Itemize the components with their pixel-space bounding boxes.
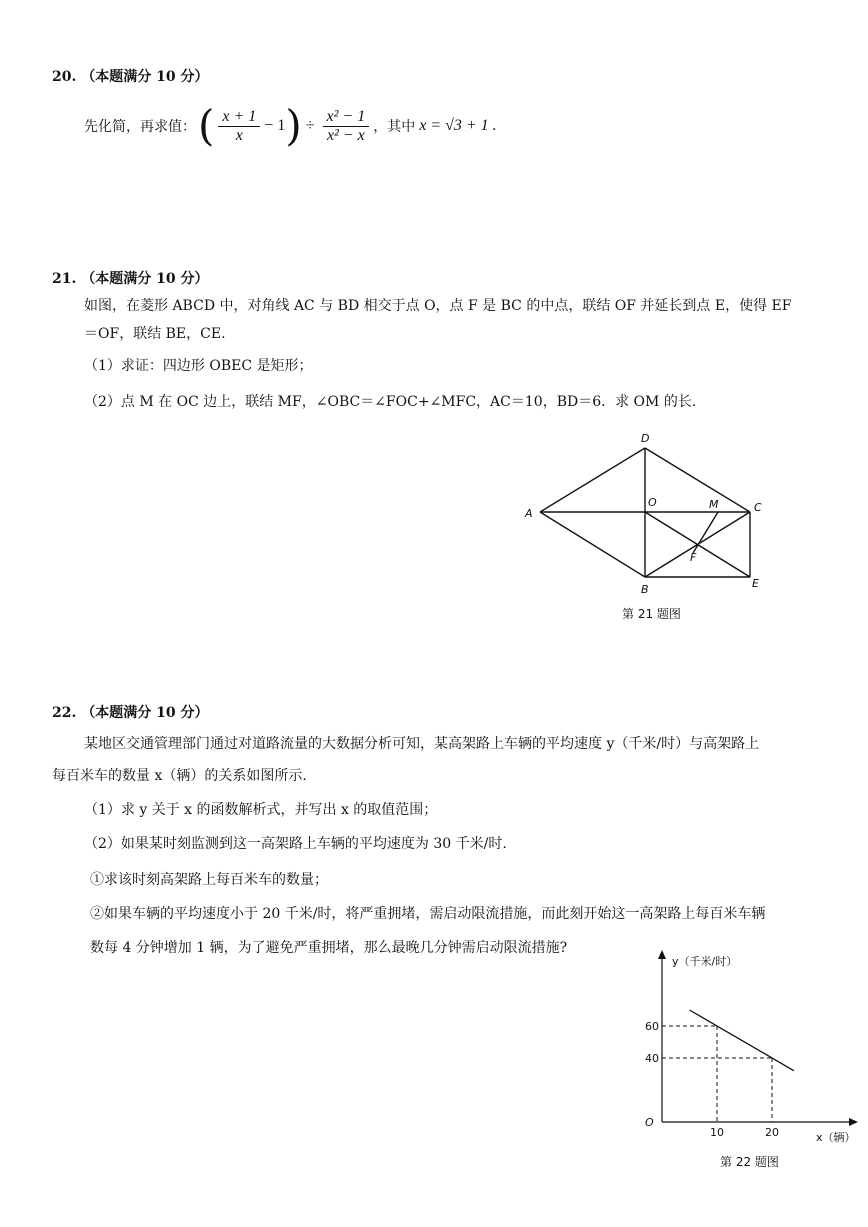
point-label-F: F xyxy=(690,551,697,564)
q21-text-line-2: ＝OF，联结 BE，CE. xyxy=(84,326,226,342)
fraction-2-denominator: x² − x xyxy=(326,126,365,144)
series-line xyxy=(690,1010,795,1071)
q22-number: 22. xyxy=(52,705,77,721)
condition-prefix: ，其中 xyxy=(373,119,416,135)
q22-figure-caption: 第 22 题图 xyxy=(720,1155,779,1169)
y-tick-label: 40 xyxy=(645,1052,659,1065)
q21-part-2: （2）点 M 在 OC 边上，联结 MF，∠OBC＝∠FOC+∠MFC，AC＝10，BD＝6．求 OM 的长. xyxy=(84,394,697,410)
q22-part-2: （2）如果某时刻监测到这一高架路上车辆的平均速度为 30 千米/时. xyxy=(84,836,507,852)
point-label-O: O xyxy=(648,496,657,509)
fraction-1-numerator: x + 1 xyxy=(218,108,260,127)
left-paren: ( xyxy=(198,101,215,150)
right-paren: ) xyxy=(285,101,302,150)
x-tick-label: 20 xyxy=(765,1126,779,1139)
condition-expression: x = √3 + 1 . xyxy=(419,117,497,134)
q21-number: 21. xyxy=(52,271,77,287)
point-label-C: C xyxy=(754,501,762,514)
q22-score: （本题满分 10 分） xyxy=(81,705,209,721)
q21-part-1: （1）求证：四边形 OBEC 是矩形； xyxy=(84,358,313,374)
fraction-1-denominator: x xyxy=(235,126,243,144)
q22-sub-2-line-2: 数每 4 分钟增加 1 辆，为了避免严重拥堵，那么最晚几分钟需启动限流措施? xyxy=(90,940,568,956)
q20-number: 20. xyxy=(52,69,77,85)
point-label-M: M xyxy=(709,498,719,511)
q21-figure-caption: 第 21 题图 xyxy=(622,607,681,621)
y-axis-label: y（千米/时） xyxy=(672,955,738,968)
q22-sub-2-line-1: ②如果车辆的平均速度小于 20 千米/时，将严重拥堵，需启动限流措施，而此刻开始这一高架路上每百米车辆 xyxy=(90,906,766,922)
x-axis-label: x（辆） xyxy=(816,1131,856,1144)
division-sign: ÷ xyxy=(305,117,315,134)
point-label-D: D xyxy=(641,432,650,445)
minus-one: − 1 xyxy=(264,117,286,134)
q21-score: （本题满分 10 分） xyxy=(81,271,209,287)
x-axis-arrow xyxy=(849,1118,858,1126)
fraction-2-numerator: x² − 1 xyxy=(323,108,370,127)
point-label-A: A xyxy=(525,507,533,520)
q20-prompt: 先化简，再求值： xyxy=(84,119,196,135)
point-label-E: E xyxy=(752,577,759,590)
q22-text-line-2: 每百米车的数量 x（辆）的关系如图所示. xyxy=(52,768,307,784)
q21-text-line-1: 如图，在菱形 ABCD 中，对角线 AC 与 BD 相交于点 O，点 F 是 BC 的中点，联结 OF 并延长到点 E，使得 EF xyxy=(84,298,792,314)
q22-part-1: （1）求 y 关于 x 的函数解析式，并写出 x 的取值范围； xyxy=(84,802,438,818)
origin-label: O xyxy=(645,1116,654,1129)
x-tick-label: 10 xyxy=(710,1126,724,1139)
y-tick-label: 60 xyxy=(645,1020,659,1033)
q20-score: （本题满分 10 分） xyxy=(81,69,209,85)
point-label-B: B xyxy=(641,583,649,596)
q22-sub-1: ①求该时刻高架路上每百米车的数量； xyxy=(90,872,328,888)
q22-text-line-1: 某地区交通管理部门通过对道路流量的大数据分析可知，某高架路上车辆的平均速度 y（千米/时）与高架路上 xyxy=(84,736,760,752)
y-axis-arrow xyxy=(658,950,666,959)
